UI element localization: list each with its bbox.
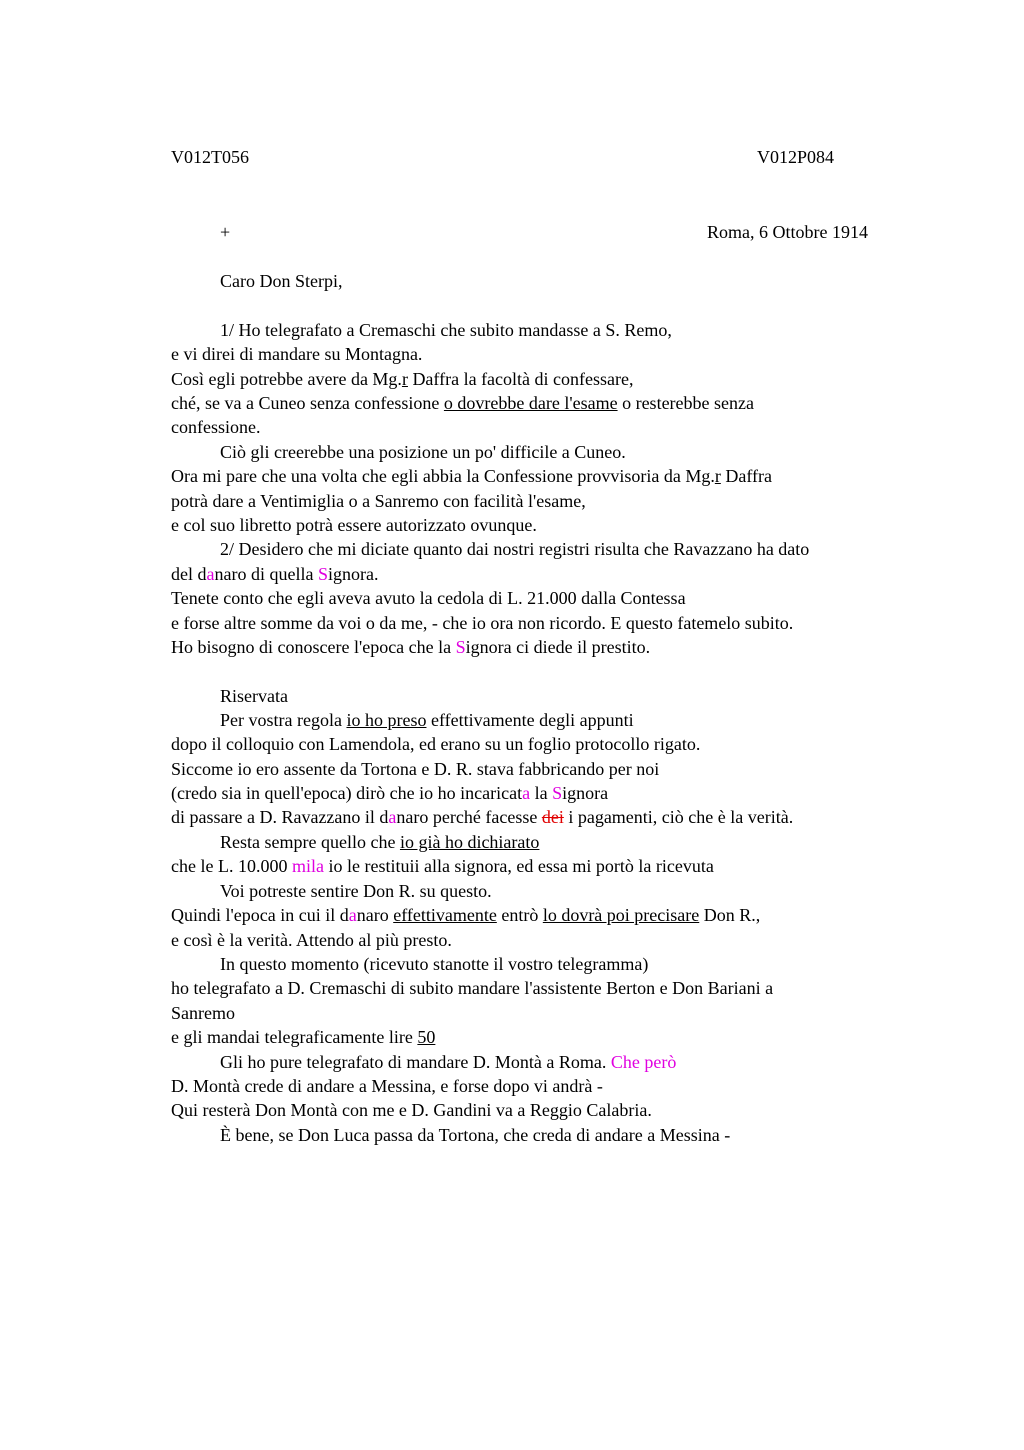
letter-line (171, 636, 650, 658)
letter-line (171, 782, 608, 804)
line-text: e forse altre somme da voi o da me, - che io ora non ricordo. E questo fatemelo subito. (171, 613, 794, 633)
letter-line (171, 514, 537, 536)
letter-line (171, 563, 378, 585)
letter-line (171, 343, 422, 365)
letter-line (171, 977, 773, 999)
underlined-text: effettivamente (393, 905, 497, 925)
correction-text: a (522, 783, 531, 803)
letter-line (220, 441, 626, 463)
line-text: o resterebbe senza (617, 393, 755, 413)
line-text: Resta sempre quello che (220, 832, 400, 852)
line-text: confessione. (171, 417, 261, 437)
line-text: Qui resterà Don Montà con me e D. Gandini va a Reggio Calabria. (171, 1100, 652, 1120)
line-text: e vi direi di mandare su Montagna. (171, 344, 423, 364)
salutation: Caro Don Sterpi, (220, 271, 343, 291)
place-date: Roma, 6 Ottobre 1914 (707, 222, 868, 242)
line-text: ignora. (327, 564, 379, 584)
document-code-right: V012P084 (757, 147, 835, 167)
letter-line (220, 880, 492, 902)
line-text: Riservata (220, 686, 288, 706)
letter-line (220, 319, 672, 341)
line-text: (credo sia in quell'epoca) dirò che io ho incaricat (171, 783, 523, 803)
letter-line (171, 587, 686, 609)
correction-text: a (388, 807, 397, 827)
letter-line (171, 490, 586, 512)
correction-text: S (552, 783, 563, 803)
line-text: Don R., (699, 905, 761, 925)
letter-line (220, 1124, 730, 1146)
letter-line (171, 1002, 235, 1024)
letter-line (171, 904, 760, 926)
line-text: che le L. 10.000 (171, 856, 292, 876)
line-text: Daffra (720, 466, 772, 486)
line-text: Voi potreste sentire Don R. su questo. (220, 881, 492, 901)
underlined-text: o dovrebbe dare l'esame (443, 393, 618, 413)
underlined-text: io ho preso (346, 710, 427, 730)
letter-line (171, 855, 714, 877)
letter-line (171, 929, 452, 951)
line-text: Daffra la facoltà di confessare, (407, 369, 634, 389)
line-text: Per vostra regola (220, 710, 347, 730)
line-text: ho telegrafato a D. Cremaschi di subito mandare l'assistente Berton e Don Bariani a (171, 978, 774, 998)
line-text: entrò (496, 905, 543, 925)
line-text: Così egli potrebbe avere da Mg. (171, 369, 402, 389)
line-text: ignora ci diede il prestito. (465, 637, 651, 657)
letter-line (171, 1026, 435, 1048)
cross-mark: + (220, 222, 231, 242)
letter-line (171, 758, 659, 780)
underlined-text: 50 (417, 1027, 436, 1047)
line-text: 1/ Ho telegrafato a Cremaschi che subito mandasse a S. Remo, (220, 320, 672, 340)
correction-text: Che però (610, 1052, 677, 1072)
letter-line (171, 806, 793, 828)
line-text: Quindi l'epoca in cui il d (171, 905, 349, 925)
underlined-text: lo dovrà poi precisare (542, 905, 700, 925)
letter-line (171, 1099, 652, 1121)
line-text: È bene, se Don Luca passa da Tortona, che creda di andare a Messina - (220, 1125, 731, 1145)
line-text: e col suo libretto potrà essere autorizzato ovunque. (171, 515, 537, 535)
line-text: Gli ho pure telegrafato di mandare D. Montà a Roma. (220, 1052, 611, 1072)
letter-line (171, 392, 754, 414)
line-text: Tenete conto che egli aveva avuto la cedola di L. 21.000 dalla Contessa (171, 588, 686, 608)
line-text: effettivamente degli appunti (426, 710, 634, 730)
correction-text: S (317, 564, 328, 584)
line-text: e così è la verità. Attendo al più presto. (171, 930, 452, 950)
letter-line (171, 416, 260, 438)
correction-text: a (348, 905, 357, 925)
line-text: i pagamenti, ciò che è la verità. (563, 807, 794, 827)
line-text: naro perché facesse (396, 807, 542, 827)
line-text: naro di quella (214, 564, 318, 584)
letter-line (171, 368, 633, 390)
underlined-text: r (714, 466, 721, 486)
line-text: naro (356, 905, 394, 925)
struck-text: dei (541, 807, 564, 827)
line-text: la (530, 783, 553, 803)
line-text: e gli mandai telegraficamente lire (171, 1027, 418, 1047)
line-text: Siccome io ero assente da Tortona e D. R. stava fabbricando per noi (171, 759, 660, 779)
document-code-left: V012T056 (171, 147, 249, 167)
line-text: D. Montà crede di andare a Messina, e forse dopo vi andrà - (171, 1076, 603, 1096)
letter-line (171, 465, 772, 487)
letter-line (220, 685, 288, 707)
line-text: io le restituii alla signora, ed essa mi portò la ricevuta (323, 856, 714, 876)
letter-line (220, 831, 539, 853)
line-text: di passare a D. Ravazzano il d (171, 807, 389, 827)
line-text: Sanremo (171, 1003, 235, 1023)
letter-line (220, 953, 648, 975)
line-text: ignora (562, 783, 609, 803)
letter-line (171, 612, 793, 634)
correction-text: mila (291, 856, 324, 876)
letter-line (171, 1075, 603, 1097)
letter-line (171, 733, 700, 755)
letter-line (220, 538, 809, 560)
line-text: Ciò gli creerebbe una posizione un po' difficile a Cuneo. (220, 442, 626, 462)
line-text: del d (171, 564, 207, 584)
underlined-text: r (401, 369, 408, 389)
correction-text: a (206, 564, 215, 584)
underlined-text: io già ho dichiarato (399, 832, 540, 852)
line-text: Ho bisogno di conoscere l'epoca che la (171, 637, 456, 657)
correction-text: S (455, 637, 466, 657)
line-text: dopo il colloquio con Lamendola, ed erano su un foglio protocollo rigato. (171, 734, 701, 754)
line-text: 2/ Desidero che mi diciate quanto dai nostri registri risulta che Ravazzano ha dato (220, 539, 810, 559)
line-text: Ora mi pare che una volta che egli abbia la Confessione provvisoria da Mg. (171, 466, 715, 486)
line-text: ché, se va a Cuneo senza confessione (171, 393, 444, 413)
letter-line (220, 709, 634, 731)
line-text: In questo momento (ricevuto stanotte il vostro telegramma) (220, 954, 649, 974)
line-text: potrà dare a Ventimiglia o a Sanremo con facilità l'esame, (171, 491, 586, 511)
letter-line (220, 1051, 676, 1073)
